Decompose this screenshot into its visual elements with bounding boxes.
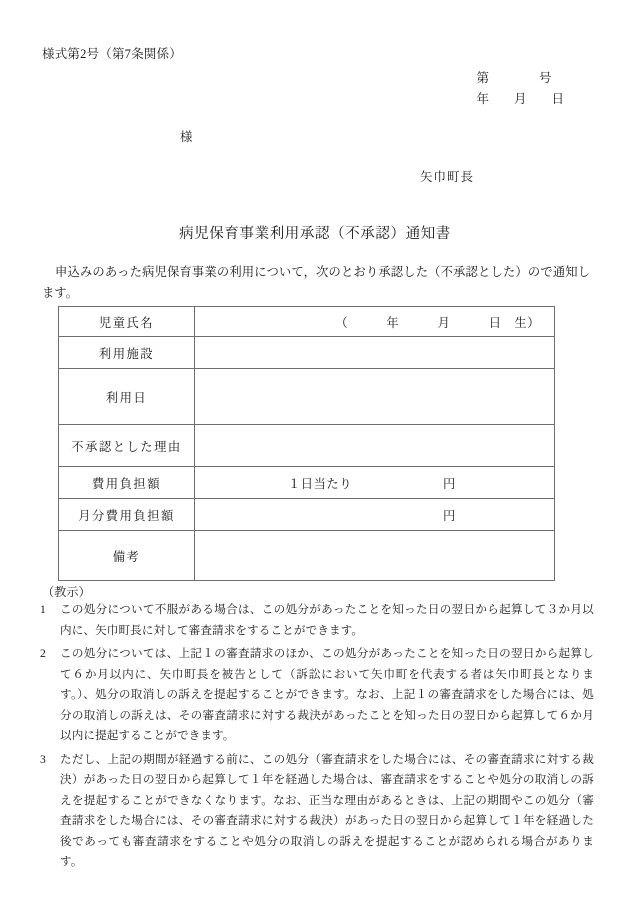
row-label-fee-amount: 費用負担額 xyxy=(59,467,195,499)
notes-section xyxy=(38,600,594,876)
lead-paragraph: 申込みのあった病児保育事業の利用について，次のとおり承認した（不承認とした）ので通知します。 xyxy=(42,265,590,300)
document-date-line: 年 月 日 xyxy=(476,92,564,106)
table-row-rejection-reason xyxy=(59,425,555,467)
fee-currency-unit: 円 xyxy=(443,476,456,491)
page-title: 病児保育事業利用承認（不承認）通知書 xyxy=(179,226,451,242)
monthly-fee-currency-unit: 円 xyxy=(443,508,456,523)
notification-form-table xyxy=(58,306,555,581)
addressee-honorific: 様 xyxy=(180,130,193,144)
note-item xyxy=(38,750,594,873)
form-number: 様式第2号（第7条関係） xyxy=(42,47,182,61)
row-value-usage-date[interactable] xyxy=(195,369,555,425)
row-label-remarks: 備考 xyxy=(59,531,195,581)
row-value-child-name[interactable] xyxy=(195,307,555,337)
table-row-monthly-fee xyxy=(59,499,555,531)
row-label-facility: 利用施設 xyxy=(59,337,195,369)
fee-per-day-label: １日当たり xyxy=(288,476,352,491)
note-item xyxy=(38,600,594,641)
row-label-monthly-fee: 月分費用負担額 xyxy=(59,499,195,531)
note-number: 1 xyxy=(40,603,46,616)
note-item xyxy=(38,644,594,747)
note-number: 3 xyxy=(40,752,46,766)
row-label-child-name: 児童氏名 xyxy=(59,307,195,337)
note-number: 2 xyxy=(40,647,46,660)
table-row-remarks xyxy=(59,531,555,581)
table-row-fee-amount xyxy=(59,467,555,499)
document-meta xyxy=(476,68,564,110)
table-row-facility xyxy=(59,337,555,369)
notes-heading: （教示） xyxy=(42,585,91,599)
issuer-name: 矢巾町長 xyxy=(420,170,475,184)
note-text: この処分について不服がある場合は、この処分があったことを知った日の翌日から起算して３か月以内に、矢巾町長に対して審査請求をすることができます。 xyxy=(60,603,594,637)
row-value-rejection-reason[interactable] xyxy=(195,425,555,467)
row-label-rejection-reason: 不承認とした理由 xyxy=(59,425,195,467)
table-row-usage-date xyxy=(59,369,555,425)
note-text: この処分については、上記１の審査請求のほか、この処分があったことを知った日の翌日から起算して６か月以内に、矢巾町長を被告として（訴訟において矢巾町を代表する者は矢巾町長となります。）、処分の取消しの訴えを提起することができます。なお、上記１の審査請求をした場合には、処分の取消しの訴えは、その審査請求に対する裁決があったことを知った日の翌日から起算して６か月以内に提起することができます。 xyxy=(60,647,594,742)
birth-date-placeholder: （ 年 月 日 生） xyxy=(335,315,540,330)
document-number-line: 第 号 xyxy=(476,71,552,85)
row-value-fee-amount[interactable] xyxy=(195,467,555,499)
row-value-facility[interactable] xyxy=(195,337,555,369)
form-table-wrapper xyxy=(58,306,552,581)
row-label-usage-date: 利用日 xyxy=(59,369,195,425)
table-row-child-name xyxy=(59,307,555,337)
row-value-monthly-fee[interactable] xyxy=(195,499,555,531)
note-text: ただし、上記の期間が経過する前に、この処分（審査請求をした場合には、その審査請求に対する裁決）があった日の翌日から起算して１年を経過した場合は、審査請求をすることや処分の取消しの訴えを提起することができなくなります。なお、正当な理由があるときは、上記の期間やこの処分（審査請求をした場合には、その審査請求に対する裁決）があった日の翌日から起算して１年を経過した後であっても審査請求をすることや処分の取消しの訴えを提起することが認められる場合があります。 xyxy=(60,752,594,868)
row-value-remarks[interactable] xyxy=(195,531,555,581)
